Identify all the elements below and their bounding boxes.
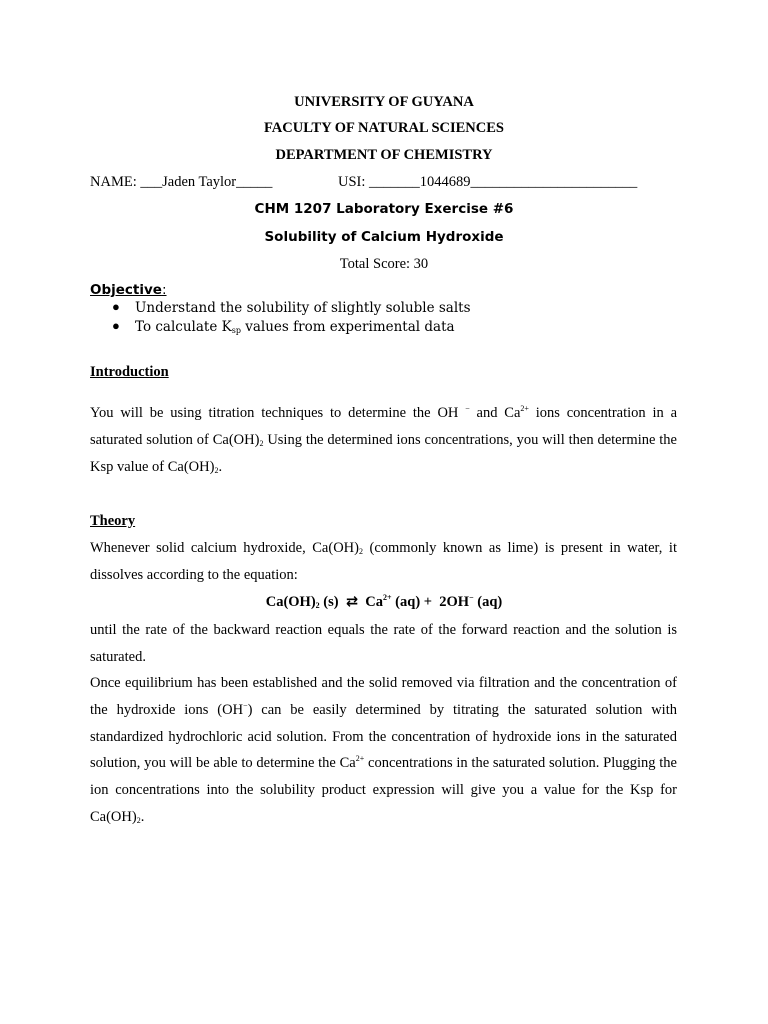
objective-colon: : — [161, 282, 167, 298]
intro-text-b: and Ca — [476, 405, 521, 421]
theory-p3-d: . — [140, 808, 145, 825]
eq-hydroxide-state: (aq) — [473, 594, 503, 610]
objective-item-2-b: values from experimental data — [240, 319, 455, 335]
eq-reactant: Ca(OH) — [265, 594, 316, 610]
theory-p3-b: ) can be easily determined by titrating the saturated solution with standardized hydrochloric acid solution. From the concentration of hydroxide ions in the saturated solution, you will be able to determine the Ca — [90, 701, 677, 772]
dissolution-equation — [0, 594, 768, 611]
theory-p1-a: Whenever solid calcium hydroxide, Ca(OH) — [90, 540, 359, 556]
theory-p3-sup2: 2+ — [355, 754, 365, 764]
equilibrium-arrow-icon: ⇄ — [345, 594, 358, 610]
faculty-heading: FACULTY OF NATURAL SCIENCES — [264, 120, 504, 136]
theory-p1-b: (commonly known as lime) is present in water, it dissolves according to the equation: — [90, 540, 677, 583]
objective-item-2-sub: sp — [231, 326, 241, 335]
introduction-heading: Introduction — [90, 364, 169, 380]
theory-p1-sub: 2 — [358, 547, 363, 556]
department-heading: DEPARTMENT OF CHEMISTRY — [275, 147, 493, 163]
eq-calcium-state: (aq) + — [391, 594, 433, 610]
theory-paragraph-1 — [90, 535, 677, 589]
student-name-line — [90, 174, 272, 191]
objective-item-2 — [135, 319, 455, 335]
eq-hydroxide-charge: − — [469, 593, 474, 602]
eq-reactant-sub: 2 — [315, 601, 320, 610]
objective-heading — [90, 282, 167, 298]
objective-item-2-a: To calculate K — [135, 319, 232, 335]
introduction-paragraph — [90, 400, 677, 480]
exercise-subtitle: Solubility of Calcium Hydroxide — [264, 229, 504, 245]
intro-sup-oh: − — [465, 404, 470, 413]
theory-p3-a: Once equilibrium has been established and the solid removed via filtration and the concentration of the hydroxide ions (OH — [90, 675, 677, 718]
usi-label: USI: — [338, 174, 370, 190]
exercise-title: CHM 1207 Laboratory Exercise #6 — [254, 201, 514, 217]
total-score: Total Score: 30 — [339, 256, 429, 272]
eq-calcium: Ca — [365, 594, 383, 610]
theory-p3-c: concentrations in the saturated solution. Plugging the ion concentrations into the solubility product expression will give you a value for the Ksp for Ca(OH) — [90, 755, 677, 825]
theory-p3-sup1: − — [243, 700, 248, 710]
intro-text-d: Using the determined ions concentrations, you will then determine the Ksp value of Ca(OH) — [90, 431, 677, 475]
objective-item-1: Understand the solubility of slightly soluble salts — [135, 300, 471, 316]
bullet-icon: ● — [112, 318, 120, 333]
theory-p3-sub: 2 — [136, 815, 141, 825]
student-usi-line — [338, 174, 637, 191]
intro-sup-ca: 2+ — [520, 404, 529, 413]
name-value: ___Jaden Taylor_____ — [140, 174, 273, 190]
bullet-icon: ● — [112, 299, 120, 314]
intro-text-e: . — [218, 458, 223, 475]
theory-paragraph-2: until the rate of the backward reaction equals the rate of the forward reaction and the solution is saturated. — [90, 622, 677, 665]
intro-text-c: ions concentration in a saturated solution of Ca(OH) — [90, 405, 678, 448]
theory-paragraph-3 — [90, 670, 677, 831]
intro-sub-2: 2 — [214, 465, 219, 475]
objective-heading-text: Objective — [90, 282, 162, 298]
name-label: NAME: — [90, 174, 141, 190]
usi-value: _______1044689_______________________ — [369, 174, 638, 190]
intro-text-a: You will be using titration techniques to determine the OH — [90, 405, 466, 421]
theory-heading: Theory — [90, 513, 136, 529]
university-heading: UNIVERSITY OF GUYANA — [294, 94, 474, 110]
eq-reactant-state: (s) — [319, 594, 339, 610]
intro-sub-1: 2 — [259, 438, 264, 448]
eq-hydroxide: 2OH — [439, 594, 470, 610]
eq-calcium-charge: 2+ — [382, 593, 392, 602]
